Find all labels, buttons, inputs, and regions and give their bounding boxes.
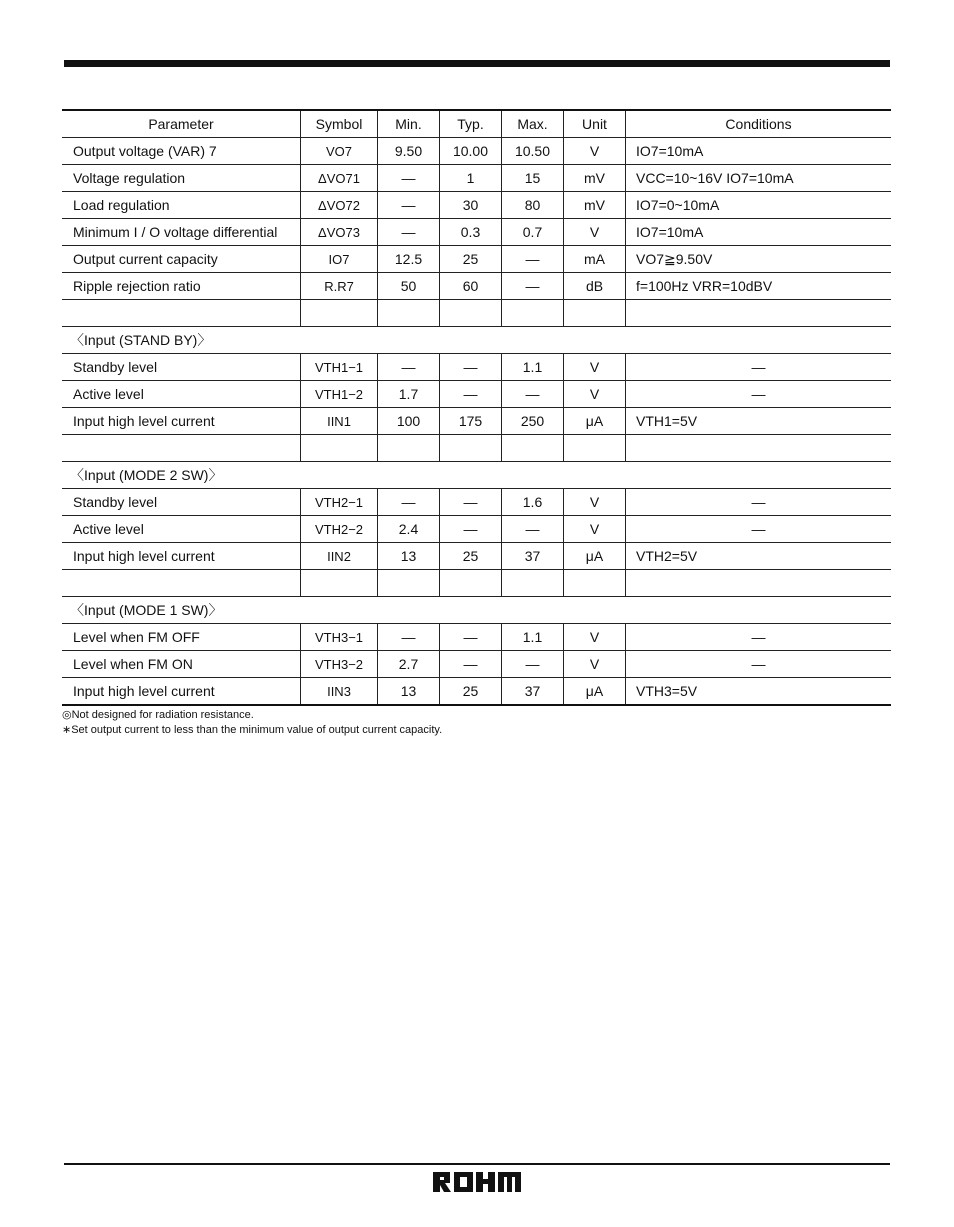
cell-conditions: VCC=10~16V IO7=10mA [626,165,892,192]
cell-typ: — [440,354,502,381]
empty-cell [502,300,564,327]
cell-symbol: VTH1−1 [301,354,378,381]
cell-max: 1.1 [502,354,564,381]
empty-cell [378,300,440,327]
cell-typ: 60 [440,273,502,300]
cell-typ: 25 [440,246,502,273]
rohm-logo [432,1171,522,1193]
header-parameter: Parameter [62,110,301,138]
cell-typ: 25 [440,678,502,706]
table-row [62,678,891,706]
cell-conditions: — [626,651,892,678]
table-row [62,273,891,300]
cell-typ: 30 [440,192,502,219]
note-radiation: ◎Not designed for radiation resistance. [62,709,254,721]
cell-parameter: Input high level current [62,543,301,570]
header-symbol: Symbol [301,110,378,138]
empty-cell [502,570,564,597]
table-row [62,408,891,435]
cell-parameter: Input high level current [62,678,301,706]
cell-unit: V [564,354,626,381]
cell-max: — [502,246,564,273]
cell-unit: V [564,651,626,678]
header-rule [64,60,890,67]
cell-unit: V [564,381,626,408]
cell-parameter: Level when FM ON [62,651,301,678]
cell-symbol: VTH2−1 [301,489,378,516]
empty-cell [502,435,564,462]
table-row [62,489,891,516]
header-typ: Typ. [440,110,502,138]
cell-max: 0.7 [502,219,564,246]
cell-typ: — [440,516,502,543]
cell-conditions: — [626,489,892,516]
table-body [62,138,891,706]
blank-row [62,300,891,327]
empty-cell [564,570,626,597]
cell-min: 50 [378,273,440,300]
empty-cell [626,300,892,327]
table-row [62,219,891,246]
empty-cell [440,570,502,597]
cell-symbol: VO7 [301,138,378,165]
cell-min: 2.4 [378,516,440,543]
cell-parameter: Minimum I / O voltage differential [62,219,301,246]
header-min: Min. [378,110,440,138]
cell-typ: — [440,381,502,408]
cell-unit: mV [564,165,626,192]
cell-conditions: VO7≧9.50V [626,246,892,273]
table-row [62,516,891,543]
cell-unit: μA [564,408,626,435]
empty-cell [378,435,440,462]
empty-cell [440,435,502,462]
cell-parameter: Voltage regulation [62,165,301,192]
table-row [62,543,891,570]
cell-conditions: — [626,624,892,651]
section-label: 〈Input (MODE 1 SW)〉 [62,597,891,624]
cell-min: — [378,624,440,651]
cell-parameter: Active level [62,381,301,408]
empty-cell [62,570,301,597]
cell-max: — [502,273,564,300]
cell-typ: 175 [440,408,502,435]
cell-conditions: VTH2=5V [626,543,892,570]
cell-symbol: VTH3−1 [301,624,378,651]
cell-min: — [378,165,440,192]
cell-conditions: — [626,516,892,543]
section-label: 〈Input (STAND BY)〉 [62,327,891,354]
table-row [62,381,891,408]
empty-cell [378,570,440,597]
table-row [62,165,891,192]
cell-parameter: Output current capacity [62,246,301,273]
cell-min: 1.7 [378,381,440,408]
table-row [62,651,891,678]
cell-symbol: ΔVO73 [301,219,378,246]
section-row [62,597,891,624]
cell-conditions: IO7=0~10mA [626,192,892,219]
cell-parameter: Level when FM OFF [62,624,301,651]
cell-max: — [502,381,564,408]
empty-cell [564,300,626,327]
empty-cell [440,300,502,327]
cell-parameter: Ripple rejection ratio [62,273,301,300]
cell-typ: 1 [440,165,502,192]
cell-max: — [502,651,564,678]
header-unit: Unit [564,110,626,138]
cell-unit: V [564,489,626,516]
cell-symbol: VTH1−2 [301,381,378,408]
cell-typ: — [440,489,502,516]
cell-symbol: VTH3−2 [301,651,378,678]
cell-symbol: IO7 [301,246,378,273]
cell-unit: mA [564,246,626,273]
header-conditions: Conditions [626,110,892,138]
blank-row [62,570,891,597]
cell-min: — [378,219,440,246]
cell-typ: 10.00 [440,138,502,165]
table-row [62,192,891,219]
table-row [62,354,891,381]
cell-max: 37 [502,678,564,706]
cell-max: 250 [502,408,564,435]
cell-conditions: IO7=10mA [626,219,892,246]
cell-parameter: Output voltage (VAR) 7 [62,138,301,165]
note-output-current: ∗Set output current to less than the minimum value of output current capacity. [62,724,443,736]
cell-conditions: VTH3=5V [626,678,892,706]
section-row [62,327,891,354]
empty-cell [626,570,892,597]
table-row [62,246,891,273]
cell-unit: dB [564,273,626,300]
cell-conditions: — [626,354,892,381]
cell-typ: 0.3 [440,219,502,246]
empty-cell [301,435,378,462]
cell-unit: V [564,138,626,165]
cell-symbol: VTH2−2 [301,516,378,543]
empty-cell [62,300,301,327]
header-max: Max. [502,110,564,138]
cell-min: 100 [378,408,440,435]
cell-max: 1.1 [502,624,564,651]
cell-min: — [378,192,440,219]
cell-symbol: ΔVO72 [301,192,378,219]
cell-max: 37 [502,543,564,570]
blank-row [62,435,891,462]
cell-symbol: IIN1 [301,408,378,435]
cell-unit: μA [564,678,626,706]
cell-typ: 25 [440,543,502,570]
cell-typ: — [440,624,502,651]
cell-max: 15 [502,165,564,192]
cell-min: 13 [378,678,440,706]
section-label: 〈Input (MODE 2 SW)〉 [62,462,891,489]
cell-max: 1.6 [502,489,564,516]
cell-symbol: IIN2 [301,543,378,570]
cell-conditions: f=100Hz VRR=10dBV [626,273,892,300]
cell-max: 10.50 [502,138,564,165]
cell-max: — [502,516,564,543]
table-row [62,138,891,165]
cell-symbol: R.R7 [301,273,378,300]
empty-cell [301,570,378,597]
table-row [62,624,891,651]
electrical-characteristics-table [62,109,891,706]
empty-cell [62,435,301,462]
empty-cell [564,435,626,462]
cell-symbol: ΔVO71 [301,165,378,192]
cell-conditions: IO7=10mA [626,138,892,165]
cell-min: 13 [378,543,440,570]
cell-parameter: Input high level current [62,408,301,435]
cell-conditions: VTH1=5V [626,408,892,435]
cell-min: — [378,489,440,516]
cell-unit: μA [564,543,626,570]
cell-unit: V [564,516,626,543]
cell-conditions: — [626,381,892,408]
cell-typ: — [440,651,502,678]
empty-cell [301,300,378,327]
table-header-row [62,110,891,138]
cell-min: 9.50 [378,138,440,165]
cell-parameter: Standby level [62,489,301,516]
cell-unit: mV [564,192,626,219]
cell-min: 2.7 [378,651,440,678]
cell-parameter: Load regulation [62,192,301,219]
cell-unit: V [564,624,626,651]
cell-unit: V [564,219,626,246]
cell-symbol: IIN3 [301,678,378,706]
cell-min: — [378,354,440,381]
section-row [62,462,891,489]
cell-parameter: Standby level [62,354,301,381]
cell-parameter: Active level [62,516,301,543]
cell-max: 80 [502,192,564,219]
empty-cell [626,435,892,462]
cell-min: 12.5 [378,246,440,273]
footer-rule [64,1163,890,1165]
footnotes [62,708,442,738]
